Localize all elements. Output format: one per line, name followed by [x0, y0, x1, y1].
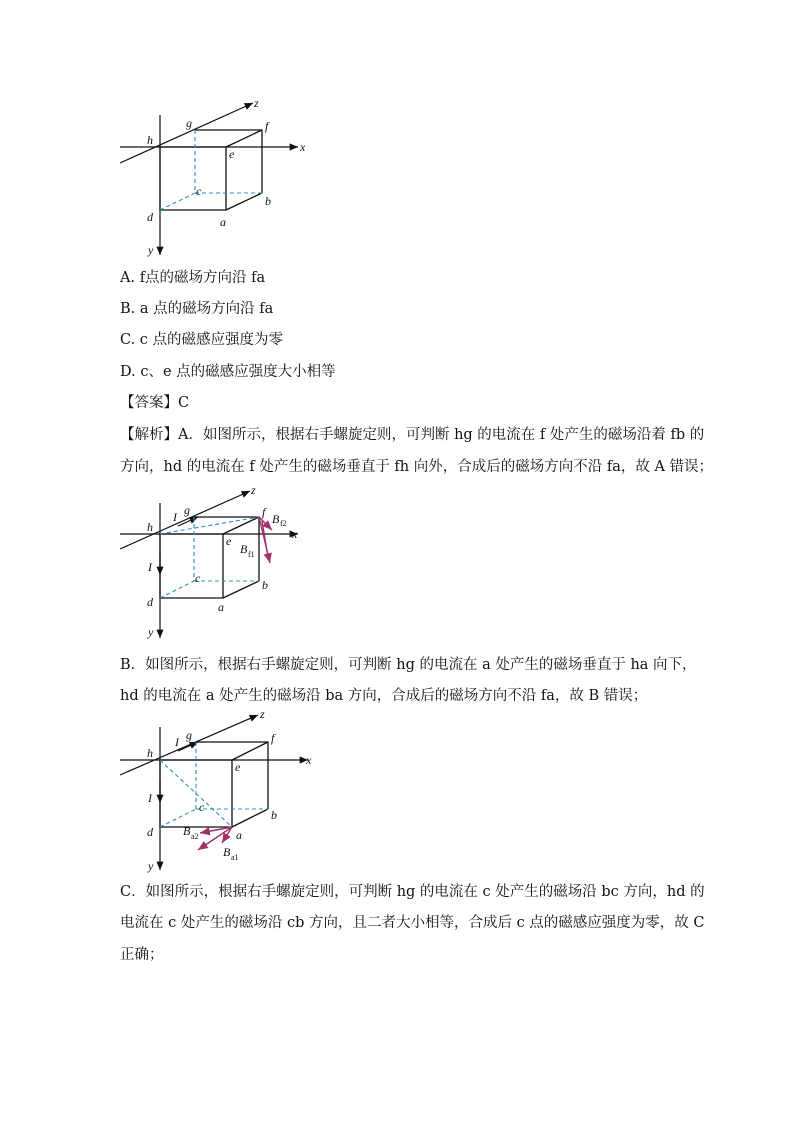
- label-bf2: B: [272, 512, 280, 526]
- label-z: z: [251, 483, 256, 497]
- cube-back-edges: [195, 130, 262, 193]
- label-g: g: [184, 503, 190, 517]
- label-b: b: [265, 194, 271, 208]
- label-b: b: [271, 808, 277, 822]
- figure-2-cube-field-at-f: [110, 483, 310, 643]
- option-c: C. c 点的磁感应强度为零: [120, 332, 284, 348]
- label-a: a: [218, 600, 224, 614]
- label-d: d: [147, 825, 153, 839]
- option-d: D. c、e 点的磁感应强度大小相等: [120, 364, 336, 380]
- label-ba1-sub: a1: [231, 853, 239, 862]
- label-d: d: [147, 595, 153, 609]
- edge-ab: [226, 193, 262, 210]
- label-y: y: [148, 243, 154, 257]
- label-c: c: [195, 571, 201, 585]
- label-current-hg: I: [173, 510, 177, 524]
- label-e: e: [229, 147, 235, 161]
- figure-1-cube-diagram: [110, 95, 320, 260]
- figure-3-cube-field-at-a: [110, 705, 320, 875]
- edge-dc-hidden: [160, 581, 194, 598]
- label-a: a: [236, 828, 242, 842]
- vector-ba1: [222, 827, 232, 843]
- label-y: y: [148, 859, 154, 873]
- edge-ef: [232, 742, 268, 760]
- label-current-hd: I: [148, 791, 152, 805]
- label-current-hg: I: [175, 735, 179, 749]
- label-e: e: [226, 534, 232, 548]
- analysis-a-line2: 方向，hd 的电流在 f 处产生的磁场垂直于 fh 向外，合成后的磁场方向不沿 fa，故 A 错误；: [120, 459, 714, 475]
- label-h: h: [147, 520, 153, 534]
- label-ba1: B: [223, 845, 231, 859]
- analysis-c-line1: C．如图所示，根据右手螺旋定则，可判断 hg 的电流在 c 处产生的磁场沿 bc 方向，hd 的: [120, 884, 705, 900]
- label-c: c: [199, 800, 205, 814]
- cube-front-face: [160, 534, 223, 598]
- edge-dc-hidden: [160, 809, 196, 827]
- edge-dc-hidden: [160, 193, 195, 210]
- label-e: e: [235, 760, 241, 774]
- edge-ab: [232, 809, 268, 827]
- label-bf1-sub: f1: [248, 550, 255, 559]
- cube-front-face: [160, 147, 226, 210]
- label-g: g: [186, 728, 192, 742]
- label-f: f: [265, 119, 269, 133]
- label-bf2-sub: f2: [280, 519, 287, 528]
- label-ba2: B: [183, 824, 191, 838]
- current-arrow-hg: [178, 742, 198, 751]
- label-f: f: [262, 505, 266, 519]
- label-z: z: [254, 96, 259, 110]
- analysis-b-line2: hd 的电流在 a 处产生的磁场沿 ba 方向，合成后的磁场方向不沿 fa，故 B 错误；: [120, 688, 648, 704]
- label-bf1: B: [240, 542, 248, 556]
- option-b: B. a 点的磁场方向沿 fa: [120, 301, 274, 317]
- label-ba2-sub: a2: [191, 832, 199, 841]
- label-d: d: [147, 210, 153, 224]
- edge-ab: [223, 581, 259, 598]
- edge-ef: [223, 517, 259, 534]
- edge-ef: [226, 130, 262, 147]
- answer: 【答案】C: [120, 395, 190, 411]
- label-f: f: [271, 731, 275, 745]
- analysis-b-line1: B．如图所示，根据右手螺旋定则，可判断 hg 的电流在 a 处产生的磁场垂直于 ha 向下，: [120, 657, 697, 673]
- label-x: x: [300, 140, 306, 154]
- label-h: h: [147, 133, 153, 147]
- label-z: z: [260, 707, 265, 721]
- option-a: A. f点的磁场方向沿 fa: [120, 270, 266, 286]
- label-current-hd: I: [148, 560, 152, 574]
- label-h: h: [147, 746, 153, 760]
- label-y: y: [148, 625, 154, 639]
- label-c: c: [196, 184, 202, 198]
- label-g: g: [186, 116, 192, 130]
- label-a: a: [220, 215, 226, 229]
- analysis-c-line2: 电流在 c 处产生的磁场沿 cb 方向，且二者大小相等，合成后 c 点的磁感应强度为零，故 C: [120, 915, 705, 931]
- label-x: x: [306, 753, 312, 767]
- label-x: x: [292, 527, 298, 541]
- label-b: b: [262, 578, 268, 592]
- analysis-a-line1: 【解析】A．如图所示，根据右手螺旋定则，可判断 hg 的电流在 f 处产生的磁场沿着 fb 的: [120, 427, 705, 443]
- analysis-c-line3: 正确；: [120, 947, 164, 963]
- vector-resultant-f: [262, 521, 268, 557]
